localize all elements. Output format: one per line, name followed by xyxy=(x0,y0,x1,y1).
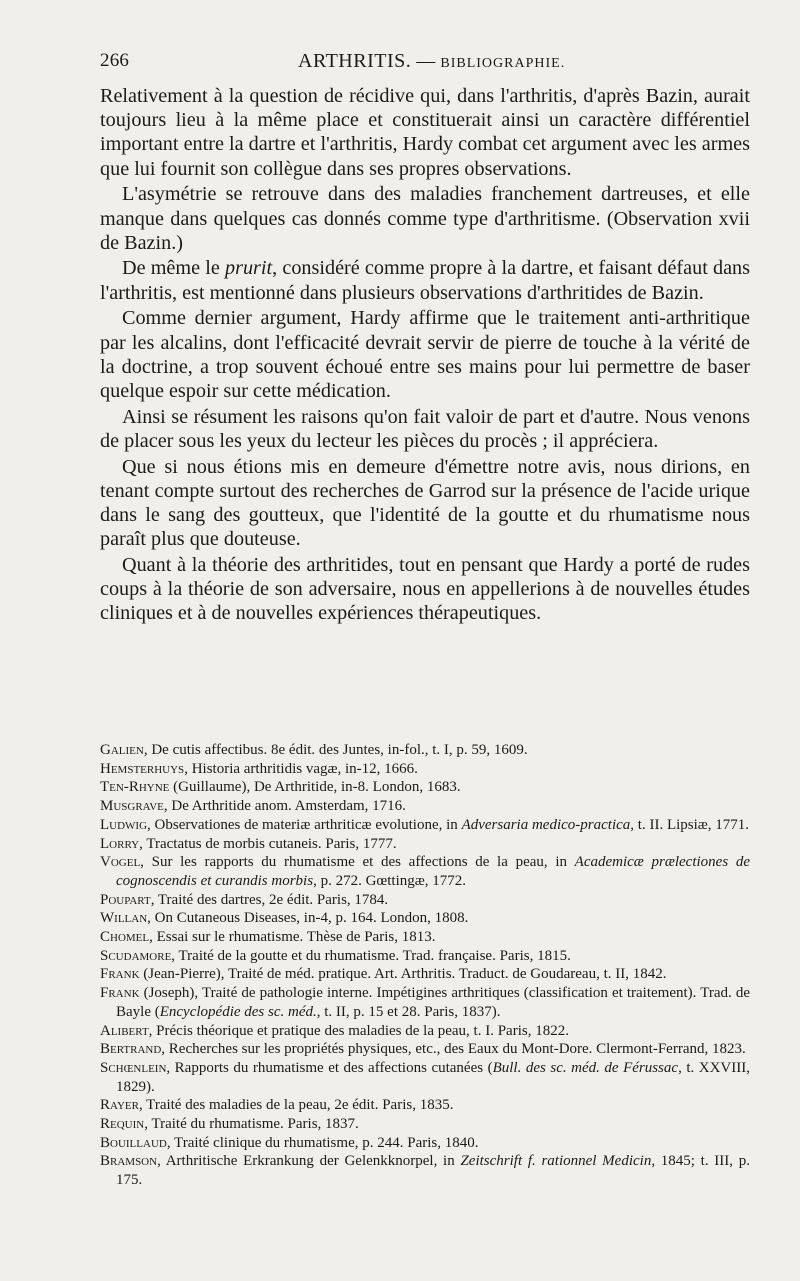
bibliography-entry xyxy=(100,1096,750,1115)
bibliography-entry xyxy=(100,909,750,928)
bibliography-text: , Historia arthritidis vagæ, in-12, 1666. xyxy=(184,760,418,777)
bibliography-entry xyxy=(100,1059,750,1096)
bibliography-author: Frank xyxy=(100,985,140,1002)
bibliography-author: Willan xyxy=(100,910,148,927)
bibliography-source: Bull. des sc. méd. de Férussac xyxy=(492,1059,679,1076)
bibliography-author: Lorry xyxy=(100,835,140,852)
prurit-before: De même le xyxy=(122,257,226,280)
bibliography-source: Zeitschrift f. rationnel Medicin xyxy=(460,1153,652,1170)
bibliography-author: Vogel xyxy=(100,854,141,871)
bibliography-text-after: , t. XXVIII, 1829). xyxy=(116,1059,750,1095)
paragraph: L'asymétrie se retrouve dans des maladies franchement dartreuses, et elle manque dans quelques cas donnés comme type d'arthritisme. (Observation xvii de Bazin.) xyxy=(100,183,750,254)
bibliography-author: Bouillaud xyxy=(100,1134,167,1151)
bibliography-text: , Traité des maladies de la peau, 2e édit. Paris, 1835. xyxy=(138,1097,454,1114)
paragraph: Quant à la théorie des arthritides, tout en pensant que Hardy a porté de rudes coups à la théorie de son adversaire, nous en appellerions à de nouvelles études cliniques et à de nouvelles expériences thérapeutiques. xyxy=(100,553,750,625)
bibliography-entry xyxy=(100,965,750,984)
bibliography-entry xyxy=(100,891,750,910)
bibliography-entry xyxy=(100,853,750,890)
header-dash: — xyxy=(416,51,436,72)
bibliography-text: , On Cutaneous Diseases, in-4, p. 164. London, 1808. xyxy=(147,910,469,927)
bibliography-author: Frank xyxy=(100,966,140,983)
running-header xyxy=(100,50,748,78)
running-title xyxy=(298,50,565,73)
bibliography-entry xyxy=(100,947,750,966)
paragraph-prurit xyxy=(100,256,750,304)
bibliography-entry xyxy=(100,1115,750,1134)
paragraph: Relativement à la question de récidive qui, dans l'arthritis, d'après Bazin, aurait toujours lieu à la même place et constituerait ainsi un caractère différentiel important entre la dartre et l'arthritis, Hardy combat cet argument avec les armes que lui fournit son collègue dans ses propres observations. xyxy=(100,85,750,180)
bibliography-text: (Joseph), Traité de pathologie interne. Impétigines arthritiques (classification et traitement). Trad. de Bayle ( xyxy=(116,985,750,1020)
bibliography-entry xyxy=(100,835,750,854)
bibliography-text: , Tractatus de morbis cutaneis. Paris, 1777. xyxy=(139,835,397,852)
prurit-after: , considéré comme propre à la dartre, et faisant défaut dans l'arthritis, est mentionné dans plusieurs observations d'arthritides de Bazin. xyxy=(100,257,751,304)
bibliography-author: Poupart xyxy=(100,891,151,908)
bibliography-entry xyxy=(100,1134,750,1153)
paragraph: Comme dernier argument, Hardy affirme que le traitement anti-arthritique par les alcalins, dont l'efficacité devrait servir de pierre de touche à la vérité de la doctrine, a trop souvent échoué entre ses mains pour lui permettre de baser quelque espoir sur cette médication. xyxy=(100,307,750,402)
bibliography-author: Hemsterhuys xyxy=(100,760,185,777)
bibliography-author: Bertrand xyxy=(100,1041,162,1058)
bibliography-source: Adversaria medico-practica xyxy=(461,816,631,833)
bibliography-text: , Traité du rhumatisme. Paris, 1837. xyxy=(144,1116,359,1133)
bibliography-author: Rayer xyxy=(100,1097,139,1114)
bibliography-entry xyxy=(100,797,750,816)
bibliography-author: Requin xyxy=(100,1116,145,1133)
bibliography-author: Bramson xyxy=(100,1153,158,1170)
bibliography-text: , Traité de la goutte et du rhumatisme. Trad. française. Paris, 1815. xyxy=(171,947,571,964)
bibliography-text: , Précis théorique et pratique des maladies de la peau, t. I. Paris, 1822. xyxy=(148,1022,569,1039)
bibliography-text: , Arthritische Erkrankung der Gelenkknorpel, in xyxy=(157,1153,461,1170)
bibliography-text: , Essai sur le rhumatisme. Thèse de Paris, 1813. xyxy=(149,929,436,946)
bibliography-author: Musgrave xyxy=(100,798,164,815)
bibliography-entry xyxy=(100,1152,750,1189)
header-title: ARTHRITIS. xyxy=(298,50,412,72)
bibliography-entry xyxy=(100,1040,750,1059)
bibliography-text: , Traité clinique du rhumatisme, p. 244. Paris, 1840. xyxy=(166,1134,479,1151)
bibliography-author: Alibert xyxy=(100,1022,149,1039)
bibliography-text: , De Arthritide anom. Amsterdam, 1716. xyxy=(163,798,406,815)
bibliography-author: Chomel xyxy=(100,929,150,946)
bibliography-author: Ten-Rhyne xyxy=(100,779,170,796)
bibliography-author: Scudamore xyxy=(100,947,172,964)
prurit-emphasis: prurit xyxy=(225,257,273,280)
page-number: 266 xyxy=(100,50,130,71)
bibliography-list xyxy=(100,741,750,1190)
bibliography-author: Schœnlein xyxy=(100,1059,167,1076)
bibliography-entry xyxy=(100,760,750,779)
bibliography-entry xyxy=(100,984,750,1021)
bibliography-author: Ludwig xyxy=(100,816,148,833)
bibliography-text-after: , 1845; t. III, p. 175. xyxy=(116,1153,750,1189)
bibliography-text: (Jean-Pierre), Traité de méd. pratique. Art. Arthritis. Traduct. de Goudareau, t. II, 1842. xyxy=(139,966,667,983)
bibliography-text: , Observationes de materiæ arthriticæ evolutione, in xyxy=(147,816,462,833)
bibliography-text: , Sur les rapports du rhumatisme et des affections de la peau, in xyxy=(140,854,575,871)
header-subtitle: BIBLIOGRAPHIE. xyxy=(440,56,566,71)
bibliography-author: Galien xyxy=(100,742,144,758)
bibliography-text: , Rapports du rhumatisme et des affections cutanées ( xyxy=(166,1059,493,1076)
bibliography-text-after: , p. 272. Gœttingæ, 1772. xyxy=(313,872,467,889)
bibliography-text-after: , t. II, p. 15 et 28. Paris, 1837). xyxy=(316,1003,501,1020)
body-text xyxy=(100,84,750,627)
bibliography-text: , De cutis affectibus. 8e édit. des Juntes, in-fol., t. I, p. 59, 1609. xyxy=(143,742,528,758)
bibliography-text: , Traité des dartres, 2e édit. Paris, 1784. xyxy=(150,891,389,908)
bibliography-entry xyxy=(100,928,750,947)
bibliography-entry xyxy=(100,741,750,760)
paragraph: Que si nous étions mis en demeure d'émettre notre avis, nous dirions, en tenant compte surtout des recherches de Garrod sur la présence de l'acide urique dans le sang des goutteux, que l'identité de la goutte et du rhumatisme nous paraît plus que douteuse. xyxy=(100,455,750,551)
bibliography-text: (Guillaume), De Arthritide, in-8. London, 1683. xyxy=(169,779,461,796)
bibliography-entry xyxy=(100,1022,750,1041)
bibliography-source: Academicæ prælectiones de cognoscendis et curandis morbis xyxy=(116,854,750,889)
bibliography-source: Encyclopédie des sc. méd. xyxy=(159,1003,317,1020)
bibliography-text: , Recherches sur les propriétés physiques, etc., des Eaux du Mont-Dore. Clermont-Ferrand, 1823. xyxy=(161,1041,746,1058)
bibliography-text-after: , t. II. Lipsiæ, 1771. xyxy=(630,816,750,833)
paragraph: Ainsi se résument les raisons qu'on fait valoir de part et d'autre. Nous venons de placer sous les yeux du lecteur les pièces du procès ; il appréciera. xyxy=(100,405,750,452)
bibliography-entry xyxy=(100,816,750,835)
bibliography-entry xyxy=(100,778,750,797)
